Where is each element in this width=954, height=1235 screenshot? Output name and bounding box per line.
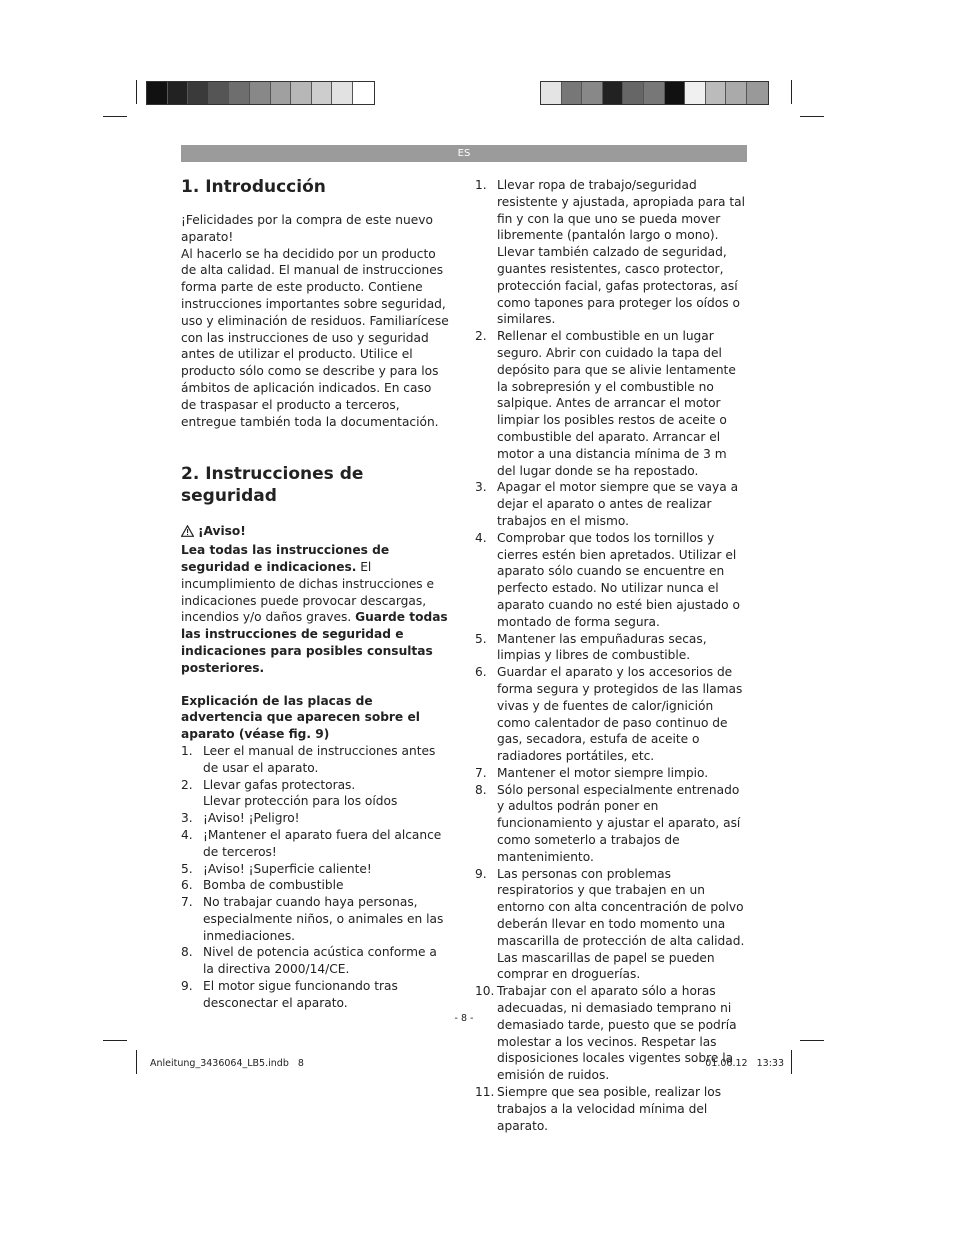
color-swatch xyxy=(353,82,374,104)
warning-label: ¡Aviso! xyxy=(198,524,246,539)
color-calibration-bar-left xyxy=(146,81,375,105)
crop-mark xyxy=(103,1040,127,1041)
plates-heading: Explicación de las placas de advertencia que aparecen sobre el aparato (véase fig. 9) xyxy=(181,693,420,742)
list-item: 7. No trabajar cuando haya personas, especialmente niños, o animales en las inmediaciones. xyxy=(181,895,444,943)
color-swatch xyxy=(147,82,168,104)
warning-text: El incumplimiento de dichas instrucciones e indicaciones puede provocar descargas, incendios y/o daños graves. xyxy=(181,559,435,625)
file-name: Anleitung_3436064_LB5.indb 8 xyxy=(150,1058,304,1069)
list-item: 3. ¡Aviso! ¡Peligro! xyxy=(181,811,300,826)
language-bar xyxy=(181,145,747,162)
color-swatch xyxy=(250,82,271,104)
warning-triangle-icon xyxy=(181,525,194,542)
list-item: 4. Comprobar que todos los tornillos y cierres estén bien apretados. Utilizar el aparato sólo cuando se encuentre en perfecto estado. No utilizar nunca el aparato cuando no esté bien ajustado o montado de forma segura. xyxy=(475,530,740,629)
color-swatch xyxy=(623,82,644,104)
color-swatch xyxy=(312,82,333,104)
color-swatch xyxy=(747,82,768,104)
list-item: 6. Guardar el aparato y los accesorios de forma segura y protegidos de las llamas vivas y de fuentes de calor/ignición como calentador de paso continuo de gas, secadora, estufa de aceite o radiadores portátiles, etc. xyxy=(475,665,743,764)
list-item: 9. El motor sigue funcionando tras desconectar el aparato. xyxy=(181,979,398,1010)
right-column xyxy=(475,177,748,1134)
list-item: 7. Mantener el motor siempre limpio. xyxy=(475,765,709,780)
color-swatch xyxy=(685,82,706,104)
list-item: 9. Las personas con problemas respiratorios y que trabajen en un entorno con alta concentración de polvo deberán llevar en todo momento una mascarilla de protección de alta calidad. Las mascarillas de papel se pueden comprar en droguerías. xyxy=(475,866,745,982)
intro-paragraph: Al hacerlo se ha decidido por un producto de alta calidad. El manual de instrucciones forma parte de este producto. Contiene instrucciones importantes sobre seguridad, uso y eliminación de residuos. Familiarícese con las instrucciones de uso y seguridad antes de utilizar el producto. Utilice el producto sólo como se describe y para los ámbitos de aplicación indicados. En caso de traspasar el producto a terceros, entregue también toda la documentación. xyxy=(181,246,449,429)
color-swatch xyxy=(541,82,562,104)
list-item: 1. Leer el manual de instrucciones antes de usar el aparato. xyxy=(181,743,436,775)
crop-mark xyxy=(103,116,127,117)
crop-mark xyxy=(791,1050,792,1074)
color-swatch xyxy=(271,82,292,104)
color-swatch xyxy=(562,82,583,104)
list-item: 2. Llevar gafas protectoras. Llevar protección para los oídos xyxy=(181,777,398,809)
list-item: 1. Llevar ropa de trabajo/seguridad resistente y ajustada, apropiada para tal fin y con la que uno se pueda mover libremente (pantalón largo o mono). Llevar también calzado de seguridad, guantes resistentes, casco protector, protección facial, gafas protectoras, así como tapones para proteger los oídos o similares. xyxy=(475,178,745,327)
list-item: 11. Siempre que sea posible, realizar los trabajos a la velocidad mínima del aparato. xyxy=(475,1085,722,1133)
color-swatch xyxy=(168,82,189,104)
warning-bold-1: Lea todas las instrucciones de seguridad e indicaciones. xyxy=(181,543,390,574)
color-swatch xyxy=(291,82,312,104)
color-swatch xyxy=(209,82,230,104)
list-item: 10. Trabajar con el aparato sólo a horas adecuadas, ni demasiado temprano ni demasiado tarde, puesto que se podría molestar a los vecinos. Respetar las disposiciones locales vigentes sobre la emisión de ruidos. xyxy=(475,984,737,1083)
color-swatch xyxy=(706,82,727,104)
color-swatch xyxy=(665,82,686,104)
crop-mark xyxy=(136,1050,137,1074)
list-item: 5. ¡Aviso! ¡Superficie caliente! xyxy=(181,861,372,876)
list-item: 5. Mantener las empuñaduras secas, limpias y libres de combustible. xyxy=(475,631,707,663)
safety-heading: 2. Instrucciones de seguridad xyxy=(181,464,364,507)
color-swatch xyxy=(603,82,624,104)
rules-list xyxy=(475,177,748,1134)
plates-list xyxy=(181,743,449,1012)
list-item: 8. Nivel de potencia acústica conforme a la directiva 2000/14/CE. xyxy=(181,945,437,977)
color-swatch xyxy=(229,82,250,104)
crop-mark xyxy=(136,80,137,104)
color-swatch xyxy=(188,82,209,104)
crop-mark xyxy=(791,80,792,104)
list-item: 2. Rellenar el combustible en un lugar seguro. Abrir con cuidado la tapa del depósito para que se alivie lentamente la sobrepresión y el combustible no salpique. Antes de arrancar el motor limpiar los posibles restos de aceite o combustible del aparato. Arrancar el motor a una distancia mínima de 3 m del lugar donde se ha repostado. xyxy=(475,329,736,478)
color-calibration-bar-right xyxy=(540,81,769,105)
print-timestamp: 01.06.12 13:33 xyxy=(705,1058,784,1069)
list-item: 3. Apagar el motor siempre que se vaya a dejar el aparato o antes de realizar trabajos en el mismo. xyxy=(475,480,739,528)
list-item: 4. ¡Mantener el aparato fuera del alcance de terceros! xyxy=(181,827,442,859)
language-label: ES xyxy=(457,148,471,159)
intro-paragraph: ¡Felicidades por la compra de este nuevo aparato! xyxy=(181,213,433,244)
color-swatch xyxy=(644,82,665,104)
warning-bold-2: Guarde todas las instrucciones de seguridad e indicaciones para posibles consultas posteriores. xyxy=(181,610,448,675)
crop-mark xyxy=(800,1040,824,1041)
left-column xyxy=(181,176,449,1012)
list-item: 6. Bomba de combustible xyxy=(181,878,344,893)
crop-mark xyxy=(800,116,824,117)
page-number: - 8 - xyxy=(454,1013,474,1024)
warning-paragraph xyxy=(181,542,449,676)
warning-label-line xyxy=(181,523,449,542)
color-swatch xyxy=(582,82,603,104)
color-swatch xyxy=(726,82,747,104)
list-item: 8. Sólo personal especialmente entrenado y adultos podrán poner en funcionamiento y ajustar el aparato, así como someterlo a trabajos de mantenimiento. xyxy=(475,782,741,864)
color-swatch xyxy=(332,82,353,104)
intro-heading: 1. Introducción xyxy=(181,177,326,197)
